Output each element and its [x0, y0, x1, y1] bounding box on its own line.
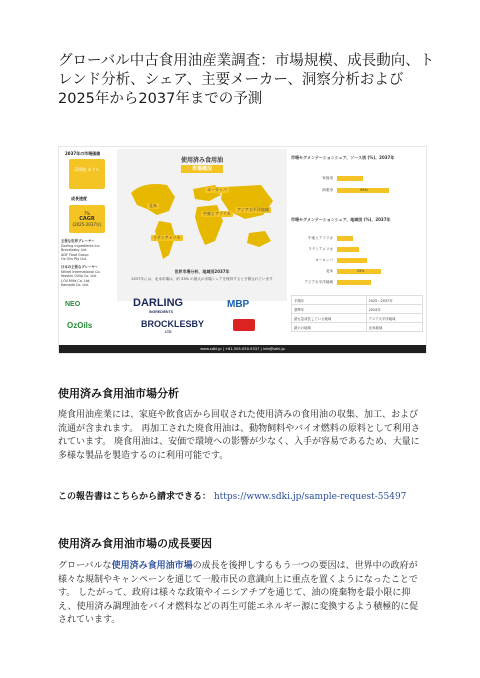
table-row — [292, 314, 423, 323]
market-infographic — [58, 146, 427, 354]
table-row — [292, 305, 423, 314]
growth-text-pre: グローバルな — [58, 561, 112, 571]
section-heading-analysis: 使用済み食用油市場分析 — [58, 387, 179, 400]
region-label-latam: ラテンアメリカ — [153, 235, 181, 240]
infographic-left-panel — [61, 149, 113, 315]
bar-row — [291, 246, 423, 253]
sample-request-label: この報告書はこちらから請求できる： — [58, 492, 212, 502]
market-link[interactable]: 使用済み食用油市場 — [111, 561, 193, 571]
infographic-footer: www.sdki.jp | +81-505-050-9337 | info@sdki.jp — [59, 345, 426, 353]
source-segment-heading: 市場セグメンテーションシェア、ソース別 (%)、2037年 — [291, 155, 395, 160]
region-label-apac: アジア太平洋地域 — [237, 207, 269, 212]
japan-player: J-Oil Mills Co. Ltd. — [61, 278, 91, 283]
bar-value-label: 33% — [356, 269, 365, 273]
bar-row — [291, 279, 423, 286]
analysis-paragraph: 廃食用油産業には、家庭や飲食店から回収された使用済みの食用油の収集、加工、および流通が含まれます。 再加工された廃食用油は、動物飼料やバイオ燃料の原料として利用されています。 廃食用油は、安価で環境への影響が少なく、入手が容易であるため、大量に多様な製品を製造するのに利用可能です。 — [58, 410, 420, 461]
bar-label: 中東とアフリカ — [308, 236, 333, 240]
bar — [337, 280, 371, 285]
darling-logo: DARLING — [133, 297, 184, 309]
cagr-value: 7% — [83, 211, 91, 216]
bar — [337, 236, 353, 241]
japan-players-heading: 日本の主要なプレーヤー — [61, 265, 99, 269]
table-cell: 2025～2037年 — [366, 296, 422, 305]
market-value-badge — [69, 159, 105, 189]
global-player: Brocklesby Ltd. — [61, 248, 88, 253]
darling-logo-sub: INGREDIENTS — [149, 310, 173, 314]
cagr-period: (2025-2037年) — [72, 222, 102, 227]
bar — [337, 247, 359, 252]
cagr-label: CAGR — [79, 216, 95, 222]
sample-request-link[interactable]: https://www.sdki.jp/sample-request-55497 — [213, 492, 407, 502]
region-label-europe: ヨーロッパ — [207, 187, 227, 192]
global-players-block — [61, 239, 113, 262]
region-segment-heading: 市場セグメンテーションシェア、地域別 (%)、2037年 — [291, 217, 391, 222]
table-cell: 北米地域 — [366, 323, 422, 332]
regional-analysis-text: 2037年には、北米市場は、約 33% の最大の市場シェアを保持すると予測されています — [131, 277, 273, 281]
table-cell: 2024年 — [366, 305, 422, 314]
sample-request-line — [58, 489, 406, 502]
bar-row — [291, 187, 423, 194]
table-row — [292, 323, 423, 332]
bar-value-label: 65% — [360, 188, 368, 192]
red-brand-logo — [233, 319, 255, 331]
infographic-center-panel — [117, 149, 287, 301]
global-players-heading: 主要な世界プレーヤー — [61, 239, 95, 243]
infographic-subtitle: 市場概況 — [181, 165, 223, 173]
bar — [337, 258, 367, 263]
ozoils-logo: OzOils — [67, 321, 93, 330]
growth-heading: 成長速度 — [71, 196, 87, 201]
section-heading-growth: 使用済み食用油市場の成長要因 — [58, 537, 212, 550]
regional-analysis-title: 世界市場分析、地域別2037年 — [174, 269, 230, 274]
table-cell: 予測年 — [292, 296, 367, 305]
bar-row — [291, 175, 423, 182]
japan-players-block — [61, 265, 113, 288]
page-title: グローバル中古食用油産業調査：市場規模、成長動向、トレンド分析、シェア、主要メーカー、洞察分析および2025年から2037年までの予測 — [58, 53, 435, 107]
table-cell: 最も急成長している地域 — [292, 314, 367, 323]
bar-label: 家庭用 — [322, 176, 333, 180]
region-label-north-america: 北米 — [149, 203, 157, 208]
table-cell: 最大の地域 — [292, 323, 367, 332]
japan-player: Nikkei International Co. — [61, 269, 101, 274]
mbp-logo: MBP — [227, 299, 250, 310]
world-map-icon — [123, 175, 281, 267]
bar-row — [291, 235, 423, 242]
bar — [337, 176, 363, 181]
table-cell: アジア太平洋地域 — [366, 314, 422, 323]
brocklesby-logo: BROCKLESBY — [141, 319, 205, 329]
region-label-mea: 中東とアフリカ — [203, 211, 231, 216]
global-player: Oz Oils Pty Ltd. — [61, 257, 87, 262]
bar-label: ヨーロッパ — [315, 258, 333, 262]
table-row — [292, 296, 423, 305]
cagr-badge — [69, 205, 105, 233]
bar-label: 商業用 — [322, 188, 333, 192]
market-value: 220億 米ドル — [74, 167, 100, 172]
bar-label: 北米 — [325, 269, 333, 273]
bar-row — [291, 268, 423, 275]
growth-text-post: の成長を後押しするもう一つの要因は、世界中の政府が様々な規制やキャンペーンを通じて一般市民の意識向上に重点を置くようになったことです。 したがって、政府は様々な政策やイニシアチブを通じて、油の廃棄物を最小限に抑え、使用済み調理油をバイオ燃料などの再生可能エネルギー源に変換するよう積極的に促されています。 — [58, 561, 419, 625]
global-player: Darling Ingredients Inc. — [61, 243, 101, 248]
bar-label: アジア太平洋地域 — [304, 280, 333, 284]
global-player: ADF Food Group — [61, 252, 89, 257]
neo-logo: NEO — [65, 301, 81, 308]
bar-label: ラテンアメリカ — [308, 247, 333, 251]
table-cell: 基準年 — [292, 305, 367, 314]
japan-player: Kamada Co. Ltd. — [61, 283, 89, 288]
japan-player: Nisshin Oillio Co. Ltd. — [61, 274, 97, 279]
brocklesby-logo-sub: LTD — [165, 330, 172, 334]
company-logos — [61, 297, 289, 341]
bar-row — [291, 257, 423, 264]
infographic-title: 使用済み食用油 — [180, 157, 223, 164]
growth-paragraph — [58, 560, 420, 628]
summary-table — [291, 295, 423, 332]
infographic-right-panel — [291, 149, 423, 299]
market-value-heading: 2037年の市場価値 — [65, 151, 101, 156]
